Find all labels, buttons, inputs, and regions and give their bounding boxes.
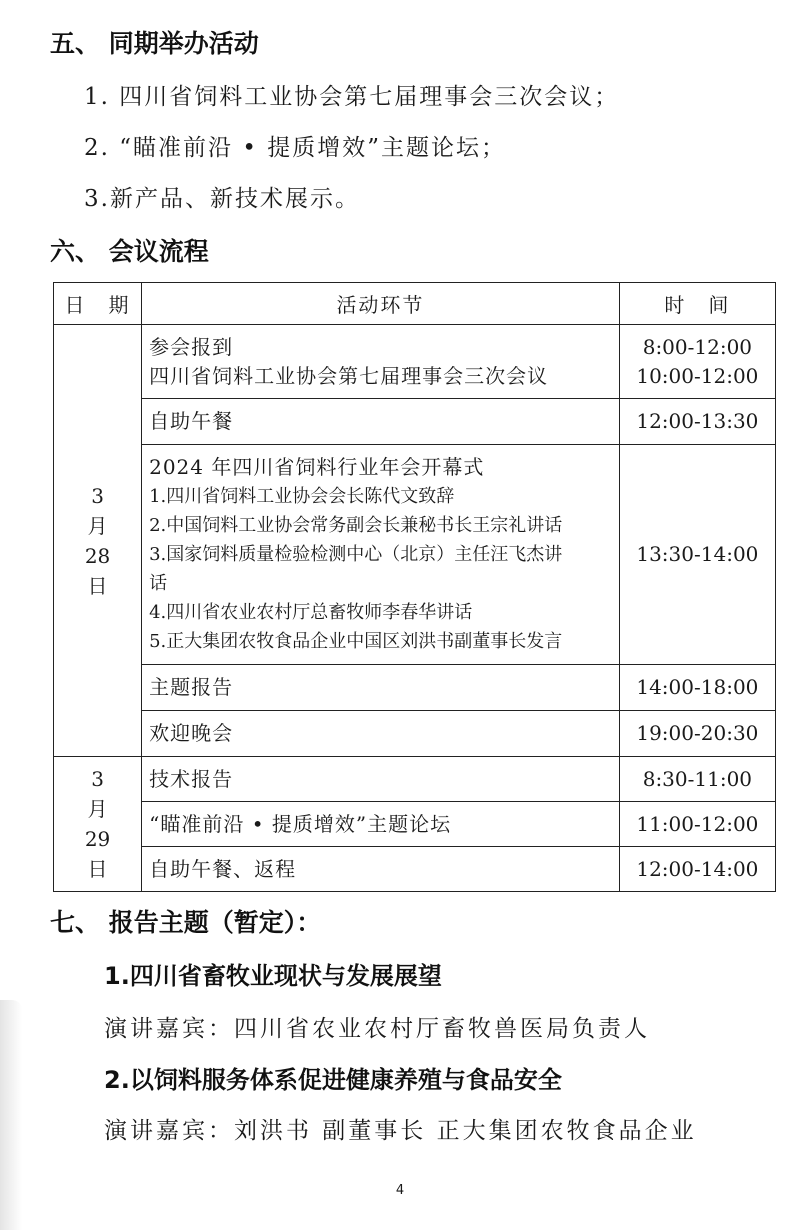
time-cell	[619, 757, 775, 802]
time-value: 11:00-12:00	[636, 811, 759, 836]
time-value: 13:30-14:00	[636, 542, 759, 566]
activity-line: “瞄准前沿 • 提质增效”主题论坛	[149, 811, 452, 836]
topic-1-title: 1.四川省畜牧业现状与发展展望	[104, 962, 442, 990]
activity-cell	[142, 399, 620, 445]
activity-subitem: 3.国家饲料质量检验检测中心（北京）主任汪飞杰讲	[149, 544, 563, 565]
schedule-table	[53, 282, 776, 892]
activity-line: 技术报告	[149, 766, 234, 791]
date-line: 3	[91, 767, 104, 791]
activity-cell	[142, 711, 620, 757]
section5-item-3: 3.新产品、新技术展示。	[84, 186, 360, 212]
date-line: 日	[87, 857, 108, 881]
activity-cell	[142, 445, 620, 665]
date-line: 日	[87, 573, 108, 598]
section7-heading: 七、 报告主题（暂定）：	[50, 908, 322, 937]
date-line: 月	[87, 513, 108, 538]
activity-line: 四川省饲料工业协会第七届理事会三次会议	[149, 363, 549, 388]
topic-2-speaker: 演讲嘉宾：刘洪书 副董事长 正大集团农牧食品企业	[104, 1118, 697, 1144]
activity-subitem: 1.四川省饲料工业协会会长陈代文致辞	[149, 486, 455, 507]
topic-2-title: 2.以饲料服务体系促进健康养殖与食品安全	[104, 1066, 562, 1094]
table-row	[54, 665, 776, 711]
time-value: 12:00-14:00	[636, 856, 759, 881]
time-value: 10:00-12:00	[636, 363, 759, 388]
date-line: 29	[84, 827, 111, 851]
time-cell	[619, 802, 775, 847]
page-number: 4	[395, 1183, 405, 1198]
activity-line: 欢迎晚会	[149, 721, 234, 745]
activity-line: 主题报告	[149, 675, 234, 699]
table-header-row	[54, 283, 776, 325]
date-cell-day1	[54, 325, 142, 757]
time-value: 12:00-13:30	[636, 409, 759, 433]
activity-cell	[142, 325, 620, 399]
time-cell	[619, 711, 775, 757]
table-row	[54, 711, 776, 757]
time-cell	[619, 399, 775, 445]
table-row	[54, 325, 776, 399]
section6-heading: 六、 会议流程	[50, 237, 209, 266]
section5-item-2: 2. “瞄准前沿 • 提质增效”主题论坛；	[84, 135, 506, 161]
time-cell	[619, 325, 775, 399]
activity-line: 自助午餐、返程	[149, 856, 297, 881]
time-value: 8:00-12:00	[642, 334, 753, 359]
time-cell	[619, 665, 775, 711]
date-line: 月	[87, 797, 108, 821]
section5-heading: 五、 同期举办活动	[50, 29, 259, 58]
header-activity: 活动环节	[142, 283, 620, 325]
activity-cell	[142, 665, 620, 711]
table-row	[54, 802, 776, 847]
activity-line: 自助午餐	[149, 409, 234, 433]
activity-subitem: 2.中国饲料工业协会常务副会长兼秘书长王宗礼讲话	[149, 515, 563, 536]
table-row	[54, 757, 776, 802]
activity-cell	[142, 757, 620, 802]
header-date: 日 期	[54, 283, 142, 325]
table-row	[54, 445, 776, 665]
time-value: 14:00-18:00	[636, 675, 759, 699]
activity-subitem: 4.四川省农业农村厅总畜牧师李春华讲话	[149, 602, 473, 623]
date-cell-day2	[54, 757, 142, 892]
activity-cell	[142, 802, 620, 847]
time-value: 19:00-20:30	[636, 721, 759, 745]
topic-1-speaker: 演讲嘉宾：四川省农业农村厅畜牧兽医局负责人	[104, 1016, 650, 1042]
section5-item-1: 1. 四川省饲料工业协会第七届理事会三次会议；	[84, 84, 620, 110]
header-time: 时 间	[619, 283, 775, 325]
table-row	[54, 847, 776, 892]
time-cell	[619, 445, 775, 665]
activity-subitem: 5.正大集团农牧食品企业中国区刘洪书副董事长发言	[149, 631, 563, 652]
table-row	[54, 399, 776, 445]
time-cell	[619, 847, 775, 892]
time-value: 8:30-11:00	[642, 766, 753, 791]
activity-cell	[142, 847, 620, 892]
date-line: 28	[84, 543, 111, 568]
date-line: 3	[91, 483, 104, 508]
activity-title: 2024 年四川省饲料行业年会开幕式	[149, 455, 485, 479]
activity-subitem: 话	[149, 573, 168, 594]
activity-line: 参会报到	[149, 334, 234, 359]
